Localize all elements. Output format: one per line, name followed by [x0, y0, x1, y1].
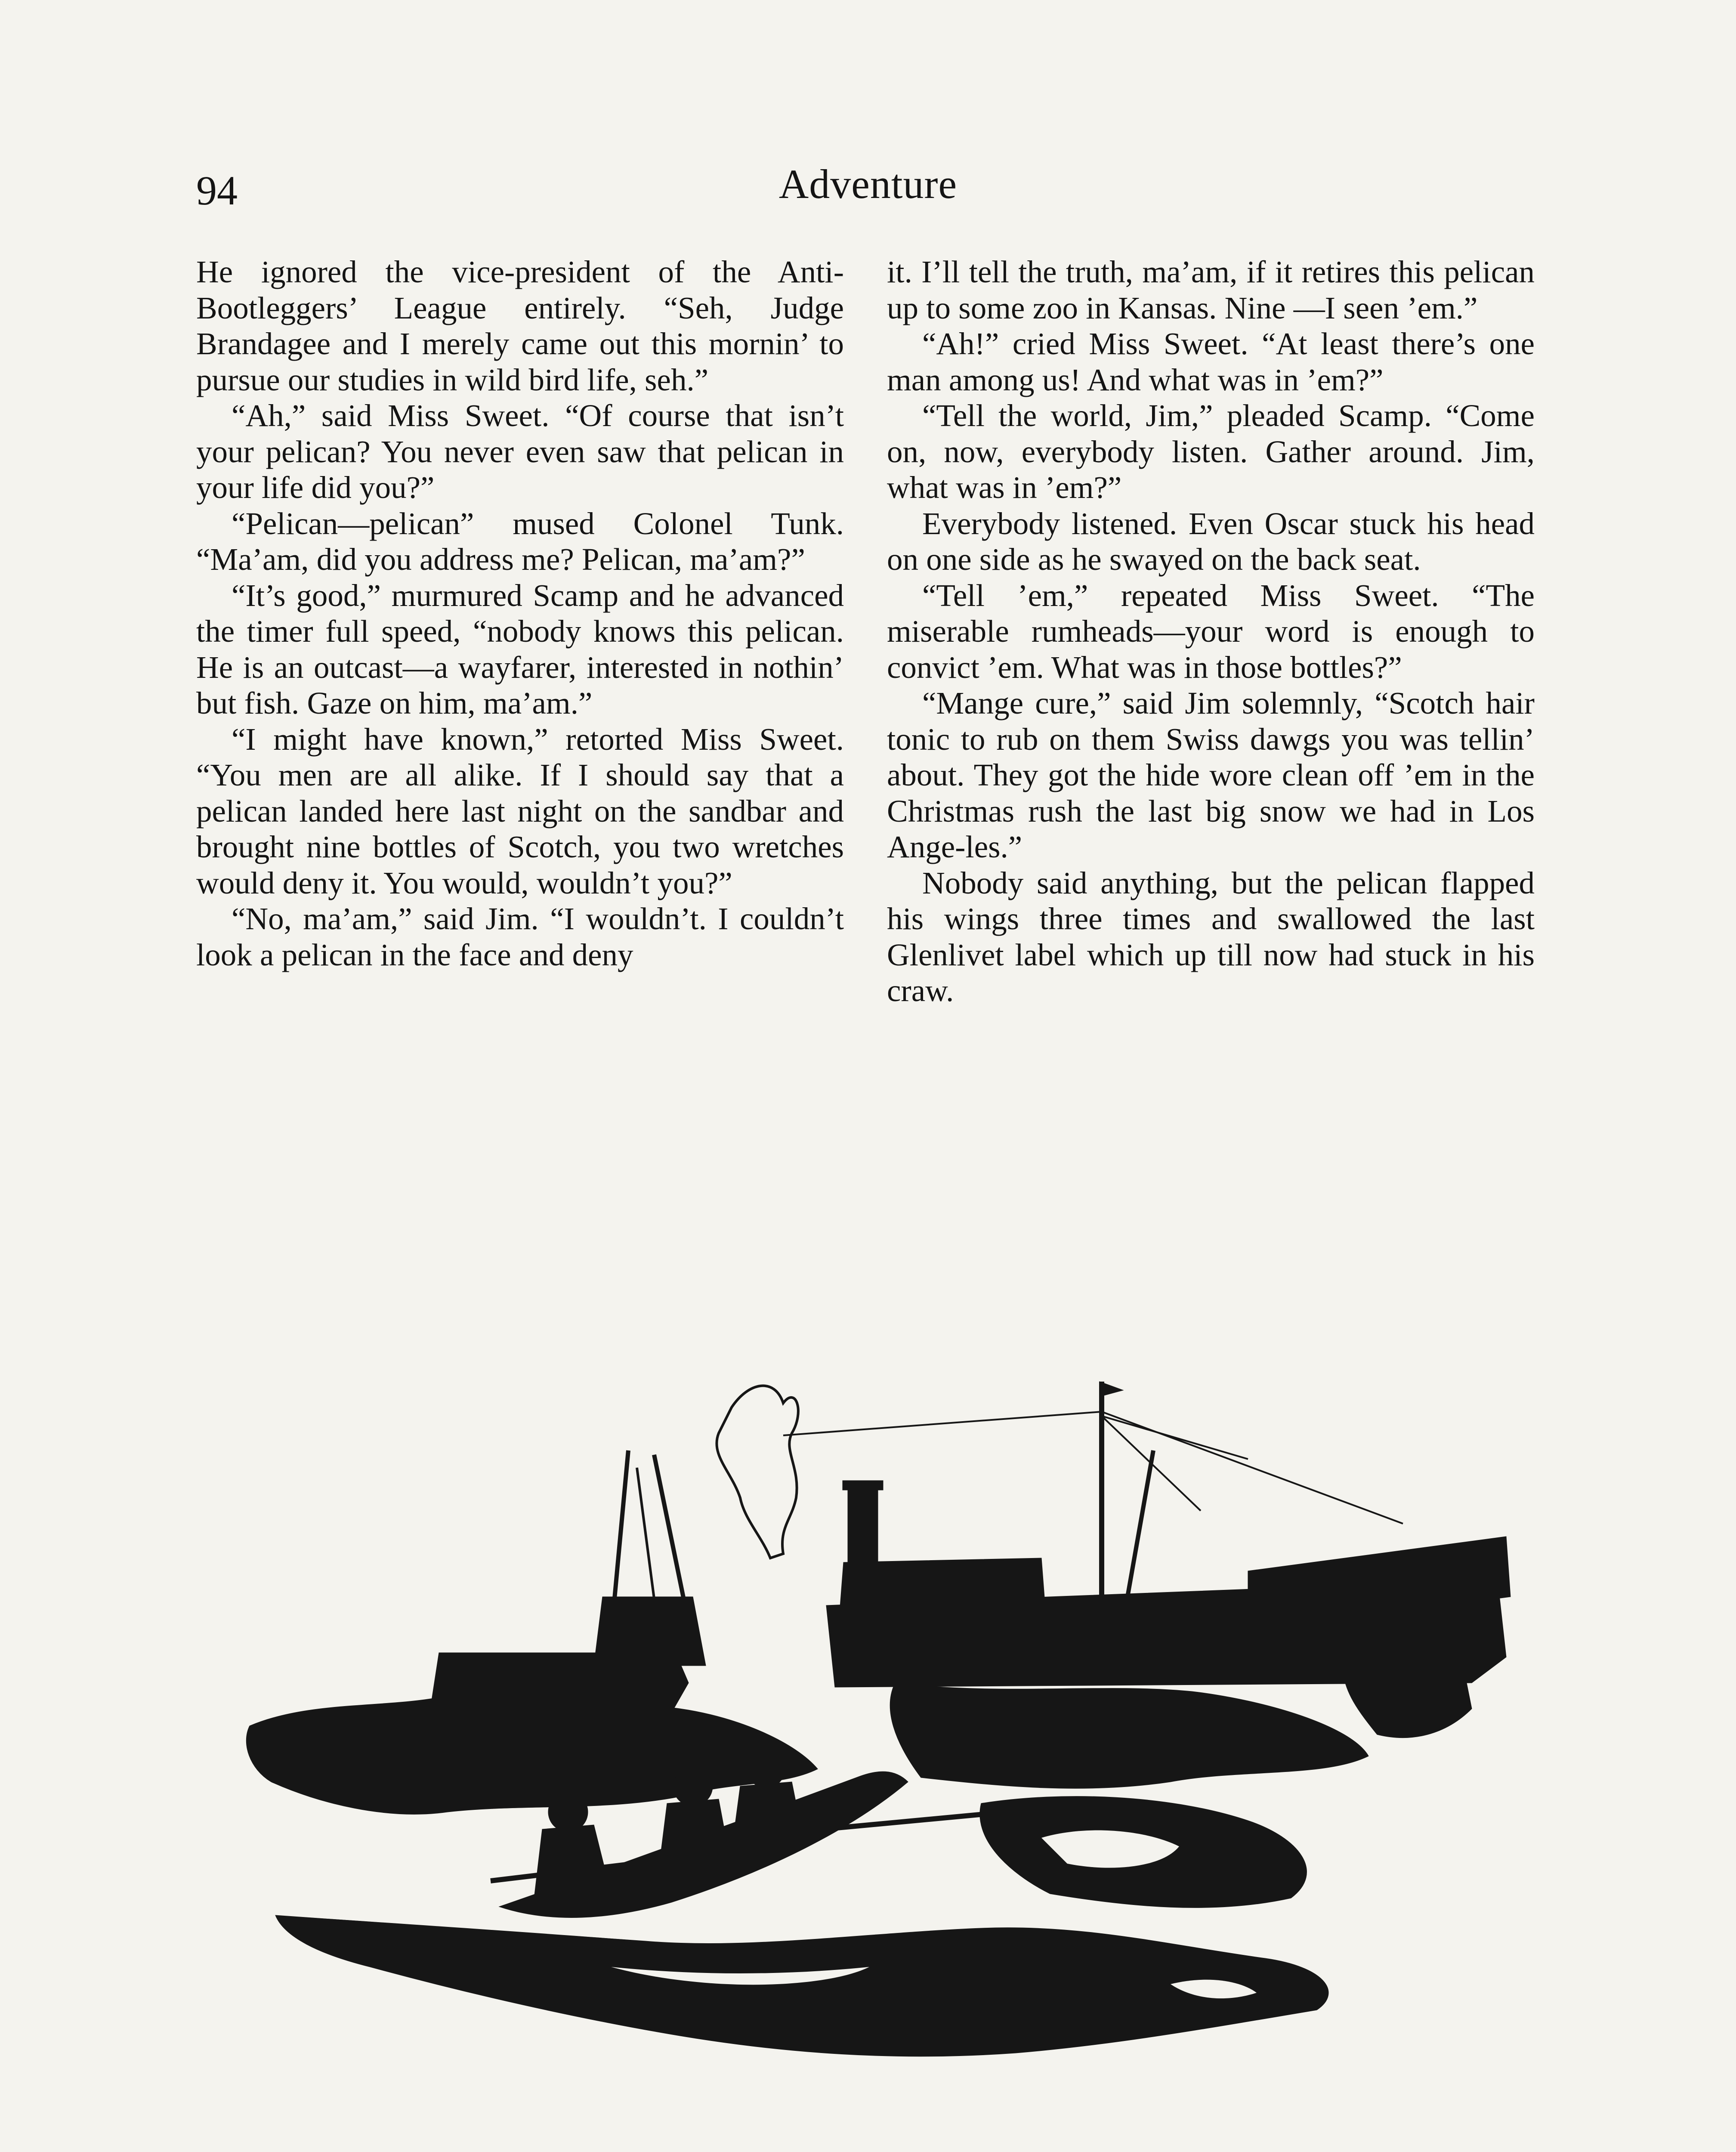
paragraph: He ignored the vice-president of the Anti-Bootleggers’ League entirely. “Seh, Judge Brandagee and I merely came out this mornin’ to pursue our studies in wild bird life, seh.” [196, 254, 844, 397]
paragraph: “Ah,” said Miss Sweet. “Of course that isn’t your pelican? You never even saw that pelican in your life did you?” [196, 398, 844, 505]
paragraph: “No, ma’am,” said Jim. “I wouldn’t. I couldn’t look a pelican in the face and deny [196, 901, 844, 972]
paragraph: “Ah!” cried Miss Sweet. “At least there’s one man among us! And what was in ’em?” [887, 326, 1535, 397]
right-column [887, 254, 1535, 1009]
paragraph: Nobody said anything, but the pelican flapped his wings three times and swallowed the last Glenlivet label which up till now had stuck in his craw. [887, 865, 1535, 1008]
running-title: Adventure [778, 161, 958, 207]
paragraph: it. I’ll tell the truth, ma’am, if it retires this pelican up to some zoo in Kansas. Nine —I seen ’em.” [887, 254, 1535, 325]
paragraph: Everybody listened. Even Oscar stuck his head on one side as he swayed on the back seat. [887, 506, 1535, 577]
paragraph: “I might have known,” retorted Miss Sweet. “You men are all alike. If I should say that a pelican landed here last night on the sandbar and brought nine bottles of Scotch, you two wretches would deny it. You would, wouldn’t you?” [196, 721, 844, 900]
left-column [196, 254, 844, 1009]
text-columns [196, 254, 1535, 1009]
paragraph: “Pelican—pelican” mused Colonel Tunk. “Ma’am, did you address me? Pelican, ma’am?” [196, 506, 844, 577]
ship-rowboat-illustration [224, 1356, 1523, 2087]
page-number: 94 [196, 167, 238, 213]
paragraph: “Tell ’em,” repeated Miss Sweet. “The miserable rumheads—your word is enough to convict ’em. What was in those bottles?” [887, 578, 1535, 685]
paragraph: “Tell the world, Jim,” pleaded Scamp. “Come on, now, everybody listen. Gather around. Jim, what was in ’em?” [887, 398, 1535, 505]
paragraph: “Mange cure,” said Jim solemnly, “Scotch hair tonic to rub on them Swiss dawgs you was tellin’ about. They got the hide wore clean off ’em in the Christmas rush the last big snow we had in Los Ange-les.” [887, 686, 1535, 864]
paragraph: “It’s good,” murmured Scamp and he advanced the timer full speed, “nobody knows this pelican. He is an outcast—a wayfarer, interested in nothin’ but fish. Gaze on him, ma’am.” [196, 578, 844, 720]
